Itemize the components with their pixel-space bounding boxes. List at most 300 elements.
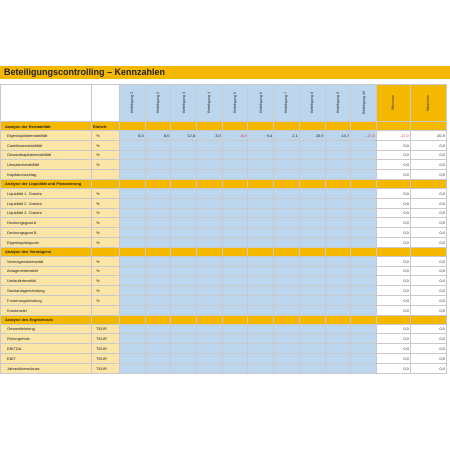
table-row	[1, 276, 447, 286]
value-cell-beteiligung-8[interactable]	[299, 237, 325, 247]
value-cell-beteiligung-8[interactable]: 20,9	[299, 131, 325, 141]
value-cell-beteiligung-4[interactable]	[197, 344, 223, 354]
section-header-row	[1, 315, 447, 324]
value-cell-beteiligung-10[interactable]	[351, 237, 377, 247]
value-cell-beteiligung-8[interactable]	[299, 305, 325, 315]
value-cell-beteiligung-8[interactable]	[299, 198, 325, 208]
value-cell-beteiligung-5[interactable]	[222, 218, 248, 228]
header-beteiligung-6[interactable]	[248, 85, 274, 122]
minimum-cell: 0,0	[376, 140, 410, 150]
value-cell-beteiligung-7[interactable]	[274, 160, 300, 170]
value-cell-beteiligung-8[interactable]	[299, 363, 325, 373]
value-cell-beteiligung-7[interactable]	[274, 237, 300, 247]
value-cell-beteiligung-3[interactable]	[171, 208, 197, 218]
value-cell-beteiligung-8[interactable]	[299, 344, 325, 354]
header-beteiligung-label: Beteiligung 9	[335, 92, 340, 113]
row-unit: %	[92, 140, 120, 150]
section-header-row	[1, 247, 447, 256]
value-cell-beteiligung-7[interactable]	[274, 188, 300, 198]
value-cell-beteiligung-6[interactable]	[248, 218, 274, 228]
value-cell-beteiligung-9[interactable]	[325, 140, 351, 150]
value-cell-beteiligung-5[interactable]	[222, 237, 248, 247]
value-cell-beteiligung-2[interactable]	[145, 208, 171, 218]
value-cell-beteiligung-2[interactable]	[145, 188, 171, 198]
section-filler	[376, 179, 410, 188]
minimum-cell: 0,0	[376, 266, 410, 276]
value-cell-beteiligung-4[interactable]: 3,0	[197, 131, 223, 141]
value-cell-beteiligung-10[interactable]	[351, 150, 377, 160]
table-row	[1, 286, 447, 296]
value-cell-beteiligung-5[interactable]	[222, 208, 248, 218]
value-cell-beteiligung-5[interactable]	[222, 305, 248, 315]
section-unit-header: Einheit	[92, 122, 120, 131]
value-cell-beteiligung-7[interactable]: 2,1	[274, 131, 300, 141]
section-title: Analyse des Ergebnisses	[1, 315, 92, 324]
value-cell-beteiligung-8[interactable]	[299, 188, 325, 198]
value-cell-beteiligung-4[interactable]	[197, 276, 223, 286]
value-cell-beteiligung-6[interactable]	[248, 334, 274, 344]
section-title: Analyse der Liquidität und Finanzierung	[1, 179, 92, 188]
value-cell-beteiligung-7[interactable]	[274, 256, 300, 266]
header-beteiligung-5[interactable]	[222, 85, 248, 122]
section-filler	[145, 315, 171, 324]
value-cell-beteiligung-10[interactable]	[351, 363, 377, 373]
table-row	[1, 237, 447, 247]
section-title: Analyse der Rentabilität	[1, 122, 92, 131]
header-beteiligung-3[interactable]	[171, 85, 197, 122]
value-cell-beteiligung-9[interactable]	[325, 198, 351, 208]
value-cell-beteiligung-2[interactable]	[145, 305, 171, 315]
value-cell-beteiligung-2[interactable]	[145, 150, 171, 160]
value-cell-beteiligung-4[interactable]	[197, 208, 223, 218]
value-cell-beteiligung-1[interactable]	[120, 276, 146, 286]
value-cell-beteiligung-1[interactable]	[120, 228, 146, 238]
value-cell-beteiligung-1[interactable]	[120, 334, 146, 344]
value-cell-beteiligung-3[interactable]	[171, 286, 197, 296]
value-cell-beteiligung-6[interactable]	[248, 170, 274, 180]
value-cell-beteiligung-3[interactable]	[171, 150, 197, 160]
value-cell-beteiligung-8[interactable]	[299, 334, 325, 344]
value-cell-beteiligung-5[interactable]	[222, 324, 248, 334]
row-label: Anlagenintensität	[1, 266, 92, 276]
value-cell-beteiligung-6[interactable]	[248, 140, 274, 150]
value-cell-beteiligung-4[interactable]	[197, 188, 223, 198]
value-cell-beteiligung-4[interactable]	[197, 295, 223, 305]
value-cell-beteiligung-1[interactable]	[120, 160, 146, 170]
value-cell-beteiligung-5[interactable]	[222, 266, 248, 276]
value-cell-beteiligung-6[interactable]	[248, 237, 274, 247]
section-filler	[145, 122, 171, 131]
value-cell-beteiligung-5[interactable]	[222, 188, 248, 198]
value-cell-beteiligung-8[interactable]	[299, 170, 325, 180]
value-cell-beteiligung-4[interactable]	[197, 256, 223, 266]
value-cell-beteiligung-9[interactable]	[325, 218, 351, 228]
value-cell-beteiligung-2[interactable]	[145, 170, 171, 180]
value-cell-beteiligung-1[interactable]	[120, 170, 146, 180]
value-cell-beteiligung-4[interactable]	[197, 228, 223, 238]
value-cell-beteiligung-5[interactable]	[222, 160, 248, 170]
value-cell-beteiligung-5[interactable]	[222, 276, 248, 286]
header-maximum[interactable]	[410, 85, 446, 122]
value-cell-beteiligung-7[interactable]	[274, 266, 300, 276]
value-cell-beteiligung-4[interactable]	[197, 324, 223, 334]
header-minimum[interactable]	[376, 85, 410, 122]
section-filler	[120, 122, 146, 131]
row-unit: %	[92, 295, 120, 305]
maximum-cell: 0,0	[410, 334, 446, 344]
header-beteiligung-8[interactable]	[299, 85, 325, 122]
value-cell-beteiligung-2[interactable]	[145, 286, 171, 296]
value-cell-beteiligung-6[interactable]	[248, 228, 274, 238]
value-cell-beteiligung-8[interactable]	[299, 286, 325, 296]
value-cell-beteiligung-3[interactable]	[171, 218, 197, 228]
value-cell-beteiligung-7[interactable]	[274, 324, 300, 334]
table-row	[1, 131, 447, 141]
section-filler	[274, 315, 300, 324]
value-cell-beteiligung-6[interactable]	[248, 160, 274, 170]
value-cell-beteiligung-4[interactable]	[197, 237, 223, 247]
value-cell-beteiligung-5[interactable]	[222, 140, 248, 150]
header-beteiligung-9[interactable]	[325, 85, 351, 122]
value-cell-beteiligung-4[interactable]	[197, 160, 223, 170]
section-filler	[171, 315, 197, 324]
value-cell-beteiligung-3[interactable]: 12,8	[171, 131, 197, 141]
section-filler	[197, 247, 223, 256]
value-cell-beteiligung-4[interactable]	[197, 305, 223, 315]
value-cell-beteiligung-6[interactable]	[248, 208, 274, 218]
value-cell-beteiligung-10[interactable]	[351, 286, 377, 296]
value-cell-beteiligung-3[interactable]	[171, 295, 197, 305]
value-cell-beteiligung-8[interactable]	[299, 256, 325, 266]
value-cell-beteiligung-3[interactable]	[171, 305, 197, 315]
value-cell-beteiligung-9[interactable]	[325, 305, 351, 315]
value-cell-beteiligung-2[interactable]	[145, 276, 171, 286]
value-cell-beteiligung-4[interactable]	[197, 140, 223, 150]
value-cell-beteiligung-1[interactable]	[120, 188, 146, 198]
value-cell-beteiligung-2[interactable]	[145, 237, 171, 247]
minimum-cell: 0,0	[376, 334, 410, 344]
value-cell-beteiligung-10[interactable]	[351, 305, 377, 315]
value-cell-beteiligung-7[interactable]	[274, 305, 300, 315]
value-cell-beteiligung-10[interactable]	[351, 324, 377, 334]
value-cell-beteiligung-9[interactable]	[325, 324, 351, 334]
value-cell-beteiligung-9[interactable]	[325, 170, 351, 180]
section-filler	[171, 179, 197, 188]
value-cell-beteiligung-6[interactable]	[248, 344, 274, 354]
row-label: EBIT	[1, 353, 92, 363]
value-cell-beteiligung-9[interactable]	[325, 228, 351, 238]
value-cell-beteiligung-7[interactable]	[274, 218, 300, 228]
value-cell-beteiligung-10[interactable]	[351, 256, 377, 266]
minimum-cell: 0,0	[376, 353, 410, 363]
header-beteiligung-1[interactable]	[120, 85, 146, 122]
value-cell-beteiligung-2[interactable]	[145, 256, 171, 266]
value-cell-beteiligung-10[interactable]	[351, 353, 377, 363]
value-cell-beteiligung-7[interactable]	[274, 295, 300, 305]
value-cell-beteiligung-7[interactable]	[274, 228, 300, 238]
value-cell-beteiligung-5[interactable]	[222, 334, 248, 344]
value-cell-beteiligung-9[interactable]	[325, 344, 351, 354]
value-cell-beteiligung-3[interactable]	[171, 140, 197, 150]
value-cell-beteiligung-8[interactable]	[299, 140, 325, 150]
header-beteiligung-label: Beteiligung 1	[130, 92, 135, 113]
value-cell-beteiligung-3[interactable]	[171, 170, 197, 180]
value-cell-beteiligung-1[interactable]	[120, 344, 146, 354]
row-label: Umlaufintensität	[1, 276, 92, 286]
value-cell-beteiligung-2[interactable]	[145, 363, 171, 373]
value-cell-beteiligung-5[interactable]	[222, 150, 248, 160]
value-cell-beteiligung-8[interactable]	[299, 208, 325, 218]
value-cell-beteiligung-7[interactable]	[274, 276, 300, 286]
row-label: Jahresüberschuss	[1, 363, 92, 373]
row-label: Kundenziel	[1, 305, 92, 315]
value-cell-beteiligung-1[interactable]	[120, 363, 146, 373]
section-filler	[120, 315, 146, 324]
value-cell-beteiligung-10[interactable]	[351, 140, 377, 150]
header-beteiligung-2[interactable]	[145, 85, 171, 122]
value-cell-beteiligung-3[interactable]	[171, 160, 197, 170]
value-cell-beteiligung-10[interactable]	[351, 170, 377, 180]
value-cell-beteiligung-4[interactable]	[197, 363, 223, 373]
section-filler	[410, 122, 446, 131]
value-cell-beteiligung-7[interactable]	[274, 140, 300, 150]
section-filler	[410, 179, 446, 188]
value-cell-beteiligung-1[interactable]	[120, 237, 146, 247]
value-cell-beteiligung-4[interactable]	[197, 150, 223, 160]
value-cell-beteiligung-1[interactable]	[120, 256, 146, 266]
value-cell-beteiligung-10[interactable]	[351, 344, 377, 354]
value-cell-beteiligung-2[interactable]	[145, 266, 171, 276]
section-filler	[222, 315, 248, 324]
row-label: Gesamtkapitalrentabilität	[1, 150, 92, 160]
value-cell-beteiligung-7[interactable]	[274, 198, 300, 208]
value-cell-beteiligung-9[interactable]	[325, 286, 351, 296]
value-cell-beteiligung-1[interactable]	[120, 353, 146, 363]
value-cell-beteiligung-5[interactable]	[222, 344, 248, 354]
section-filler	[197, 179, 223, 188]
value-cell-beteiligung-6[interactable]	[248, 188, 274, 198]
value-cell-beteiligung-6[interactable]	[248, 324, 274, 334]
value-cell-beteiligung-2[interactable]	[145, 228, 171, 238]
value-cell-beteiligung-6[interactable]	[248, 150, 274, 160]
value-cell-beteiligung-8[interactable]	[299, 266, 325, 276]
value-cell-beteiligung-7[interactable]	[274, 170, 300, 180]
value-cell-beteiligung-1[interactable]	[120, 218, 146, 228]
value-cell-beteiligung-2[interactable]	[145, 160, 171, 170]
value-cell-beteiligung-7[interactable]	[274, 353, 300, 363]
value-cell-beteiligung-8[interactable]	[299, 160, 325, 170]
value-cell-beteiligung-2[interactable]	[145, 140, 171, 150]
minimum-cell: 0,0	[376, 286, 410, 296]
value-cell-beteiligung-5[interactable]	[222, 353, 248, 363]
value-cell-beteiligung-5[interactable]	[222, 363, 248, 373]
value-cell-beteiligung-3[interactable]	[171, 353, 197, 363]
header-beteiligung-4[interactable]	[197, 85, 223, 122]
value-cell-beteiligung-3[interactable]	[171, 188, 197, 198]
section-unit-header	[92, 315, 120, 324]
value-cell-beteiligung-8[interactable]	[299, 324, 325, 334]
value-cell-beteiligung-4[interactable]	[197, 198, 223, 208]
value-cell-beteiligung-5[interactable]	[222, 198, 248, 208]
row-unit: %	[92, 228, 120, 238]
value-cell-beteiligung-6[interactable]	[248, 295, 274, 305]
value-cell-beteiligung-5[interactable]: -5,0	[222, 131, 248, 141]
header-beteiligung-10[interactable]	[351, 85, 377, 122]
value-cell-beteiligung-4[interactable]	[197, 353, 223, 363]
value-cell-beteiligung-5[interactable]	[222, 228, 248, 238]
value-cell-beteiligung-1[interactable]	[120, 208, 146, 218]
value-cell-beteiligung-8[interactable]	[299, 276, 325, 286]
table-row	[1, 160, 447, 170]
row-label: Vermögensintensität	[1, 256, 92, 266]
maximum-cell: 0,0	[410, 344, 446, 354]
value-cell-beteiligung-7[interactable]	[274, 344, 300, 354]
value-cell-beteiligung-2[interactable]	[145, 324, 171, 334]
value-cell-beteiligung-9[interactable]	[325, 334, 351, 344]
value-cell-beteiligung-8[interactable]	[299, 218, 325, 228]
value-cell-beteiligung-2[interactable]	[145, 295, 171, 305]
value-cell-beteiligung-2[interactable]	[145, 334, 171, 344]
row-label: Sachanlagenbindung	[1, 286, 92, 296]
value-cell-beteiligung-9[interactable]	[325, 276, 351, 286]
maximum-cell: 0,0	[410, 295, 446, 305]
value-cell-beteiligung-2[interactable]: 8,0	[145, 131, 171, 141]
value-cell-beteiligung-3[interactable]	[171, 237, 197, 247]
value-cell-beteiligung-10[interactable]	[351, 208, 377, 218]
value-cell-beteiligung-10[interactable]	[351, 160, 377, 170]
value-cell-beteiligung-9[interactable]	[325, 363, 351, 373]
value-cell-beteiligung-6[interactable]	[248, 305, 274, 315]
value-cell-beteiligung-7[interactable]	[274, 363, 300, 373]
value-cell-beteiligung-9[interactable]	[325, 256, 351, 266]
value-cell-beteiligung-7[interactable]	[274, 286, 300, 296]
value-cell-beteiligung-7[interactable]	[274, 334, 300, 344]
value-cell-beteiligung-9[interactable]	[325, 150, 351, 160]
value-cell-beteiligung-3[interactable]	[171, 228, 197, 238]
minimum-cell: 0,0	[376, 228, 410, 238]
value-cell-beteiligung-4[interactable]	[197, 266, 223, 276]
maximum-cell: 0,0	[410, 256, 446, 266]
value-cell-beteiligung-4[interactable]	[197, 286, 223, 296]
section-filler	[171, 122, 197, 131]
value-cell-beteiligung-6[interactable]	[248, 256, 274, 266]
row-unit: %	[92, 286, 120, 296]
value-cell-beteiligung-8[interactable]	[299, 150, 325, 160]
value-cell-beteiligung-10[interactable]	[351, 218, 377, 228]
value-cell-beteiligung-3[interactable]	[171, 276, 197, 286]
minimum-cell: 0,0	[376, 276, 410, 286]
value-cell-beteiligung-9[interactable]	[325, 208, 351, 218]
value-cell-beteiligung-7[interactable]	[274, 208, 300, 218]
value-cell-beteiligung-9[interactable]	[325, 295, 351, 305]
value-cell-beteiligung-10[interactable]	[351, 295, 377, 305]
minimum-cell: 0,0	[376, 170, 410, 180]
value-cell-beteiligung-6[interactable]	[248, 266, 274, 276]
value-cell-beteiligung-5[interactable]	[222, 295, 248, 305]
row-unit: %	[92, 208, 120, 218]
value-cell-beteiligung-2[interactable]	[145, 198, 171, 208]
value-cell-beteiligung-10[interactable]	[351, 198, 377, 208]
value-cell-beteiligung-9[interactable]	[325, 266, 351, 276]
table-row	[1, 266, 447, 276]
value-cell-beteiligung-8[interactable]	[299, 295, 325, 305]
value-cell-beteiligung-5[interactable]	[222, 256, 248, 266]
value-cell-beteiligung-1[interactable]	[120, 150, 146, 160]
value-cell-beteiligung-1[interactable]	[120, 140, 146, 150]
table-row	[1, 228, 447, 238]
value-cell-beteiligung-8[interactable]	[299, 353, 325, 363]
table-row	[1, 170, 447, 180]
table-row	[1, 363, 447, 373]
value-cell-beteiligung-6[interactable]	[248, 353, 274, 363]
value-cell-beteiligung-10[interactable]	[351, 334, 377, 344]
value-cell-beteiligung-1[interactable]	[120, 305, 146, 315]
kennzahlen-table	[0, 84, 447, 374]
value-cell-beteiligung-10[interactable]	[351, 266, 377, 276]
row-label: Liquidität 1. Grades	[1, 188, 92, 198]
value-cell-beteiligung-8[interactable]	[299, 228, 325, 238]
value-cell-beteiligung-2[interactable]	[145, 344, 171, 354]
value-cell-beteiligung-1[interactable]	[120, 324, 146, 334]
value-cell-beteiligung-3[interactable]	[171, 363, 197, 373]
value-cell-beteiligung-3[interactable]	[171, 324, 197, 334]
row-unit: TEUR	[92, 363, 120, 373]
minimum-cell: 0,0	[376, 344, 410, 354]
header-beteiligung-label: Beteiligung 2	[156, 92, 161, 113]
value-cell-beteiligung-6[interactable]: 9,4	[248, 131, 274, 141]
value-cell-beteiligung-4[interactable]	[197, 170, 223, 180]
value-cell-beteiligung-10[interactable]	[351, 188, 377, 198]
value-cell-beteiligung-4[interactable]	[197, 334, 223, 344]
section-unit-header	[92, 179, 120, 188]
value-cell-beteiligung-1[interactable]	[120, 286, 146, 296]
value-cell-beteiligung-1[interactable]	[120, 266, 146, 276]
value-cell-beteiligung-6[interactable]	[248, 276, 274, 286]
value-cell-beteiligung-10[interactable]: -17,0	[351, 131, 377, 141]
value-cell-beteiligung-1[interactable]	[120, 198, 146, 208]
value-cell-beteiligung-2[interactable]	[145, 218, 171, 228]
value-cell-beteiligung-3[interactable]	[171, 256, 197, 266]
value-cell-beteiligung-6[interactable]	[248, 198, 274, 208]
value-cell-beteiligung-9[interactable]	[325, 353, 351, 363]
value-cell-beteiligung-5[interactable]	[222, 286, 248, 296]
value-cell-beteiligung-9[interactable]	[325, 237, 351, 247]
value-cell-beteiligung-4[interactable]	[197, 218, 223, 228]
value-cell-beteiligung-3[interactable]	[171, 266, 197, 276]
value-cell-beteiligung-9[interactable]	[325, 160, 351, 170]
value-cell-beteiligung-6[interactable]	[248, 363, 274, 373]
value-cell-beteiligung-6[interactable]	[248, 286, 274, 296]
value-cell-beteiligung-10[interactable]	[351, 276, 377, 286]
row-unit: %	[92, 237, 120, 247]
row-unit: %	[92, 150, 120, 160]
value-cell-beteiligung-9[interactable]	[325, 188, 351, 198]
value-cell-beteiligung-1[interactable]: 5,0	[120, 131, 146, 141]
value-cell-beteiligung-2[interactable]	[145, 353, 171, 363]
value-cell-beteiligung-3[interactable]	[171, 334, 197, 344]
value-cell-beteiligung-3[interactable]	[171, 344, 197, 354]
value-cell-beteiligung-1[interactable]	[120, 295, 146, 305]
header-beteiligung-label: Beteiligung 3	[181, 92, 186, 113]
value-cell-beteiligung-9[interactable]: 14,7	[325, 131, 351, 141]
value-cell-beteiligung-10[interactable]	[351, 228, 377, 238]
value-cell-beteiligung-3[interactable]	[171, 198, 197, 208]
value-cell-beteiligung-5[interactable]	[222, 170, 248, 180]
section-filler	[325, 179, 351, 188]
value-cell-beteiligung-7[interactable]	[274, 150, 300, 160]
header-beteiligung-7[interactable]	[274, 85, 300, 122]
minimum-cell: 0,0	[376, 218, 410, 228]
